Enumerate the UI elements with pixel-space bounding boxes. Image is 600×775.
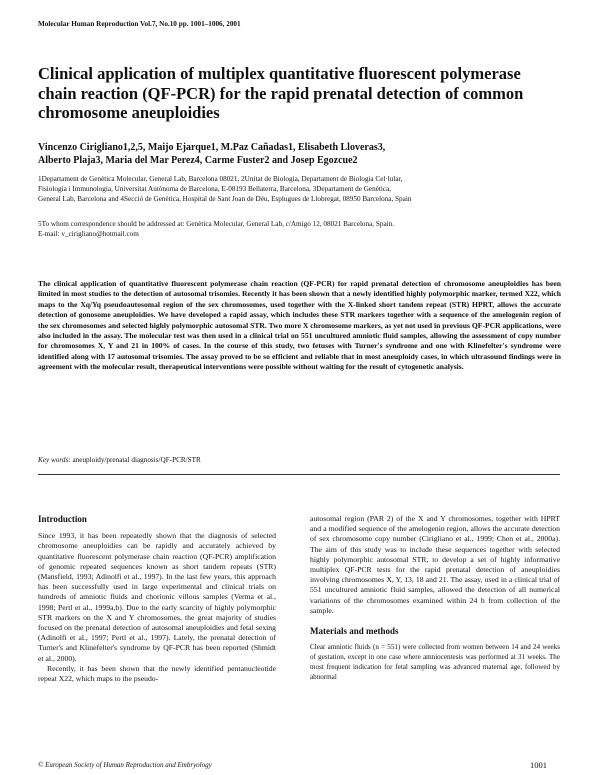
affiliation-line-3: General Lab, Barcelona and 4Secció de Genètica, Hospital de Sant Joan de Déu, Esplugues de Llobregat, 08950 Barcelona, Spain bbox=[38, 195, 412, 204]
journal-header: Molecular Human Reproduction Vol.7, No.10 pp. 1001–1006, 2001 bbox=[38, 20, 241, 28]
page-number: 1001 bbox=[530, 760, 547, 770]
author-list bbox=[38, 141, 568, 167]
section-divider bbox=[38, 474, 560, 475]
introduction-heading: Introduction bbox=[38, 514, 87, 524]
paper-title: Clinical application of multiplex quantitative fluorescent polymerase chain reaction (QF-PCR) for the rapid prenatal detection of common chromosome aneuploidies bbox=[38, 64, 524, 122]
correspondence bbox=[38, 219, 570, 239]
left-column bbox=[38, 514, 276, 684]
affiliations bbox=[38, 174, 570, 205]
keywords-label: Key words: bbox=[38, 456, 71, 464]
correspondence-address: 5To whom correspondence should be addressed at: Genètica Molecular, General Lab, c/Amigo 12, 08021 Barcelona, Spain. bbox=[38, 220, 395, 228]
correspondence-email[interactable]: E-mail: v_cirigliano@hotmail.com bbox=[38, 230, 139, 239]
methods-paragraph-1: Clear amniotic fluids (n = 551) were collected from women between 14 and 24 weeks of gestation, except in one case where amniocentesis was performed at 31 weeks. The most frequent indication for fetal sampling was advanced maternal age, followed by abnormal bbox=[310, 643, 560, 681]
author-line-2: Alberto Plaja3, Maria del Mar Perez4, Carme Fuster2 and Josep Egozcue2 bbox=[38, 155, 358, 166]
affiliation-line-1: 1Departament de Genètica Molecular, General Lab, Barcelona 08021, 2Unitat de Biologia, Departament de Biologia Cel·lular, bbox=[38, 175, 403, 183]
methods-heading: Materials and methods bbox=[310, 626, 399, 637]
keywords-text: aneuploidy/prenatal diagnosis/QF-PCR/STR bbox=[72, 456, 201, 464]
affiliation-line-2: Fisiologia i Immunologia, Universitat Autònoma de Barcelona, E-08193 Bellaterra, Barcelona, 3Departament de Genètica, bbox=[38, 185, 392, 194]
introduction-paragraph-1: Since 1993, it has been repeatedly shown that the diagnosis of selected chromosome aneuploidies can be rapidly and accurately achieved by quantitative fluorescent polymerase chain reaction (QF-PCR) amplification of genomic repeated sequences known as short tandem repeats (STR) (Mansfield, 1993; Adinolfi et al., 1997). In the last few years, this approach has been successfully used in large experimental and clinical trials on hundreds of amniotic fluids and chorionic villous samples (Verma et al., 1998; Pertl et al., 1999a,b). Due to the early scarcity of highly polymorphic STR markers on the X and Y chromosomes, the great majority of studies focused on the prenatal detection of autosomal aneuploidies and fetal sexing (Adinolfi et al., 1997; Pertl et al., 1997). Lately, the prenatal detection of Turner's and Klinefelter's syndrome by QF-PCR has been reported (Shmidt et al., 2000). bbox=[38, 531, 276, 663]
copyright-footer: © European Society of Human Reproduction and Embryology bbox=[38, 761, 212, 769]
abstract: The clinical application of quantitative fluorescent polymerase chain reaction (QF-PCR) for rapid prenatal detection of chromosome aneuploidies has been limited in most studies to the detection of autosomal trisomies. Recently it has been shown that a newly identified highly polymorphic marker, termed X22, which maps to the Xq/Yq pseudoautosomal region of the sex chromosomes, used together with the X-linked short tandem repeat (STR) HPRT, allows the accurate detection of gonosome aneuploidies. We have developed a rapid assay, which includes these STR markers together with a sequence of the amelogenin region of the sex chromosomes and selected highly polymorphic autosomal STR. Two more X chromosome markers, as yet not used in previous QF-PCR applications, were also included in the assay. The molecular test was then used in a clinical trial on 551 uncultured amniotic fluid samples, allowing the assessment of copy number for chromosomes X, Y and 21 in 100% of cases. In the course of this study, two fetuses with Turner's syndrome and one with Klinefelter's syndrome were identified along with 17 autosomal trisomies. The assay proved to be so efficient and reliable that in most aneuploidy cases, in which ultrasound findings were in agreement with the molecular result, therapeutical interventions were possible without waiting for the result of cytogenetic analysis. bbox=[38, 279, 561, 372]
keywords bbox=[38, 456, 201, 464]
author-line-1: Vincenzo Cirigliano1,2,5, Maijo Ejarque1, M.Paz Cañadas1, Elisabeth Lloveras3, bbox=[38, 142, 386, 153]
introduction-paragraph-2-continued: autosomal region (PAR 2) of the X and Y chromosomes, together with HPRT and a modified sequence of the amelogenin region, allows the accurate detection of sex chromosome copy number (Cirigliano et al., 1999; Chen et al., 2000a). The aim of this study was to include these sequences together with selected highly polymorphic autosomal STR, to develop a set of highly informative multiplex QF-PCR tests for the rapid prenatal detection of aneuploidies involving chromosomes X, Y, 13, 18 and 21. The assay, used in a clinical trial of 551 uncultured amniotic fluid samples, allowed the detection of all numerical variations of the chromosomes examined within 24 h from collection of the sample. bbox=[310, 514, 560, 615]
right-column bbox=[310, 514, 560, 683]
introduction-paragraph-2: Recently, it has been shown that the newly identified pentanucleotide repeat X22, which maps to the pseudo- bbox=[38, 663, 276, 684]
